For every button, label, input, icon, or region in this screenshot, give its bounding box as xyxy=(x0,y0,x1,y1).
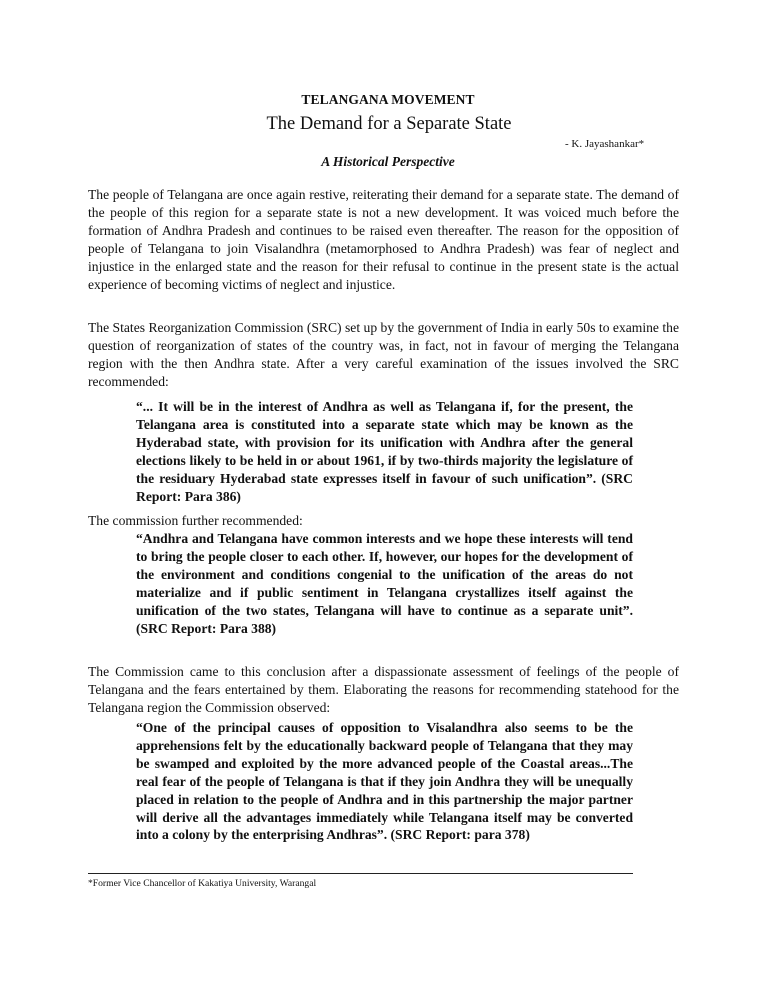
paragraph-conclusion: The Commission came to this conclusion after a dispassionate assessment of feelings of the people of Telangana and the fears entertained by them. Elaborating the reasons for recommending statehood for the Telangana region the Commission observed: xyxy=(88,664,679,715)
section-heading-text: A Historical Perspective xyxy=(321,154,455,169)
document-heading xyxy=(0,92,768,108)
paragraph-intro: The people of Telangana are once again restive, reiterating their demand for a separate state. The demand of the people of this region for a separate state is not a new development. It was voiced much before the formation of Andhra Pradesh and continues to be raised even thereafter. The reason for the opposition of people of Telangana to join Visalandhra (metamorphosed to Andhra Pradesh) was fear of neglect and injustice in the enlarged state and the reason for their refusal to continue in the present state is the actual experience of becoming victims of neglect and injustice. xyxy=(88,187,679,292)
subtitle-text: The Demand for a Separate State xyxy=(266,114,512,134)
footnote: *Former Vice Chancellor of Kakatiya University, Warangal xyxy=(88,878,317,889)
quote-src-para-386: “... It will be in the interest of Andhra as well as Telangana if, for the present, the Telangana area is constituted into a separate state which may be known as the Hyderabad state, with provision for its unification with Andhra after the general elections likely to be held in or about 1961, if by two-thirds majority the legislature of the residuary Hyderabad state expresses itself in favour of such unification”. (SRC Report: Para 386) xyxy=(136,399,633,504)
author-byline: - K. Jayashankar* xyxy=(565,138,645,150)
footnote-divider xyxy=(88,873,633,874)
heading-text: TELANGANA MOVEMENT xyxy=(301,92,475,107)
quote-src-para-388: “Andhra and Telangana have common interests and we hope these interests will tend to bring the people closer to each other. If, however, our hopes for the development of the environment and conditions congenial to the unification of the areas do not materialize and if public sentiment in Telangana crystallizes itself against the unification of the two states, Telangana will have to continue as a separate unit”. (SRC Report: Para 388) xyxy=(136,531,633,636)
quote-src-para-378: “One of the principal causes of opposition to Visalandhra also seems to be the apprehensions felt by the educationally backward people of Telangana that they may be swamped and exploited by the more advanced people of the Coastal areas...The real fear of the people of Telangana is that if they join Andhra they will be unequally placed in relation to the people of Andhra and in this partnership the major partner will derive all the advantages immediately while Telangana itself may be converted into a colony by the enterprising Andhras”. (SRC Report: para 378) xyxy=(136,720,633,843)
paragraph-src: The States Reorganization Commission (SRC) set up by the government of India in early 50s to examine the question of reorganization of states of the country was, in fact, not in favour of merging the Telangana region with the then Andhra state. After a very careful examination of the issues involved the SRC recommended: xyxy=(88,320,679,389)
document-subtitle xyxy=(0,114,768,135)
section-heading xyxy=(0,154,768,170)
paragraph-further: The commission further recommended: xyxy=(88,513,303,528)
